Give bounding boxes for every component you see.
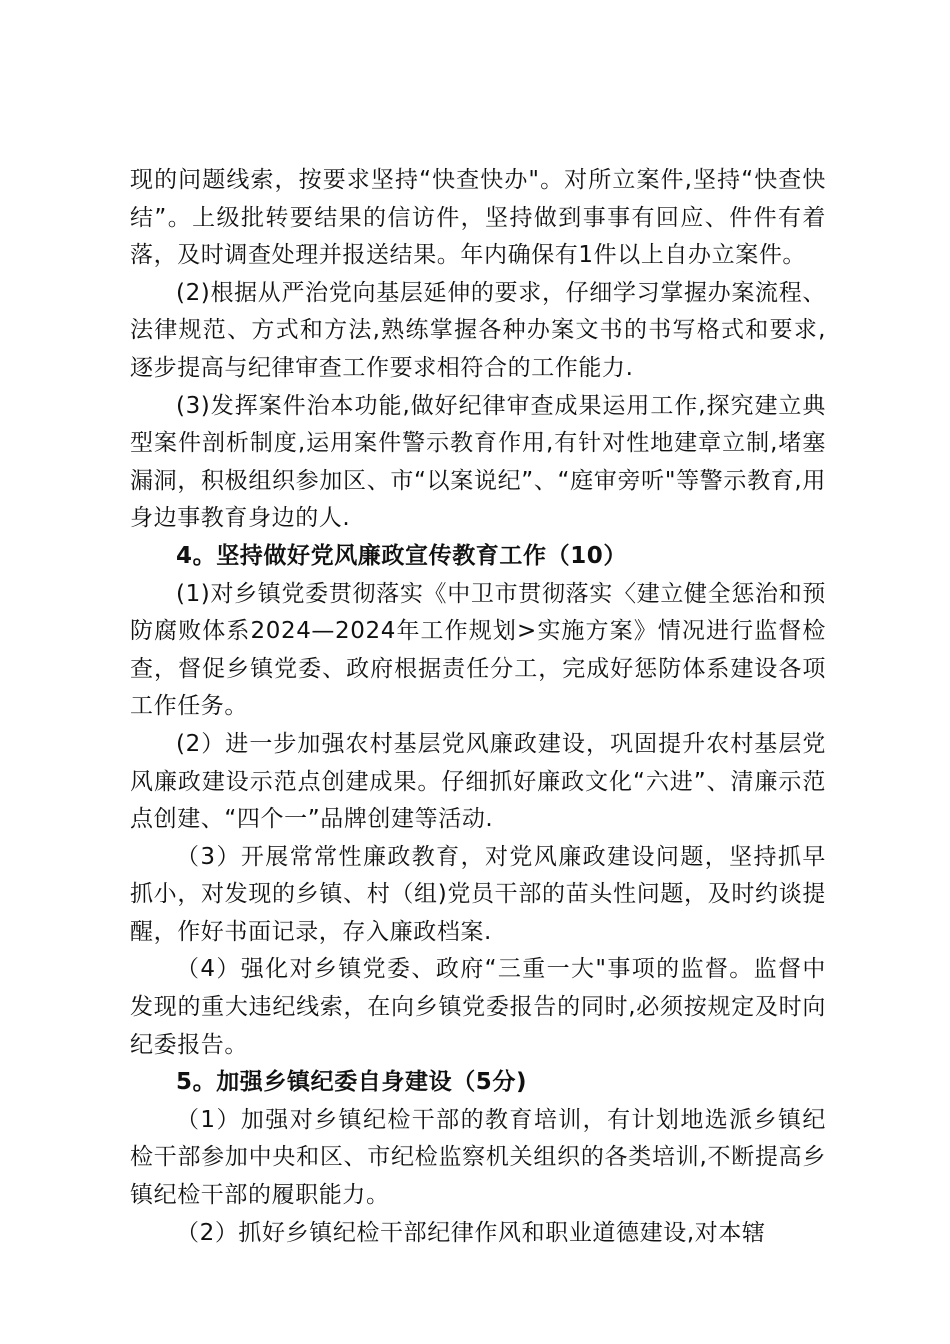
section-heading-4: 4。坚持做好党风廉政宣传教育工作（10） — [176, 542, 628, 569]
paragraph-4-2: (2）进一步加强农村基层党风廉政建设，巩固提升农村基层党风廉政建设示范点创建成果。仔细抓好廉政文化“六进”、清廉示范点创建、“四个一”品牌创建等活动. — [130, 730, 826, 833]
paragraph-5-1: （1）加强对乡镇纪检干部的教育培训，有计划地选派乡镇纪检干部参加中央和区、市纪检监察机关组织的各类培训,不断提高乡镇纪检干部的履职能力。 — [130, 1106, 826, 1209]
paragraph-4-3: （3）开展常常性廉政教育，对党风廉政建设问题，坚持抓早抓小，对发现的乡镇、村（组)党员干部的苗头性问题，及时约谈提醒，作好书面记录，存入廉政档案. — [130, 843, 826, 945]
paragraph-5-2: （2）抓好乡镇纪检干部纪律作风和职业道德建设,对本辖 — [176, 1219, 766, 1246]
paragraph-4-1: (1)对乡镇党委贯彻落实《中卫市贯彻落实〈建立健全惩治和预防腐败体系2024—2024年工作规划>实施方案》情况进行监督检查，督促乡镇党委、政府根据责任分工，完成好惩防体系建设各项工作任务。 — [130, 580, 826, 720]
paragraph-4-4: （4）强化对乡镇党委、政府“三重一大"事项的监督。监督中发现的重大违纪线索，在向乡镇党委报告的同时,必须按规定及时向纪委报告。 — [130, 956, 826, 1058]
section-heading-5: 5。加强乡镇纪委自身建设（5分) — [176, 1069, 528, 1096]
paragraph-3: (3)发挥案件治本功能,做好纪律审查成果运用工作,探究建立典型案件剖析制度,运用案件警示教育作用,有针对性地建章立制,堵塞漏洞，积极组织参加区、市“以案说纪”、“庭审旁听"等警示教育,用身边事教育身边的人. — [130, 392, 826, 532]
document-body — [130, 162, 826, 1252]
paragraph-2: (2)根据从严治党向基层延伸的要求，仔细学习掌握办案流程、法律规范、方式和方法,熟练掌握各种办案文书的书写格式和要求,逐步提高与纪律审查工作要求相符合的工作能力. — [130, 279, 826, 381]
paragraph-1: 现的问题线索，按要求坚持“快查快办"。对所立案件,坚持“快查快结”。上级批转要结果的信访件，坚持做到事事有回应、件件有着落，及时调查处理并报送结果。年内确保有1件以上自办立案件。 — [130, 167, 826, 269]
